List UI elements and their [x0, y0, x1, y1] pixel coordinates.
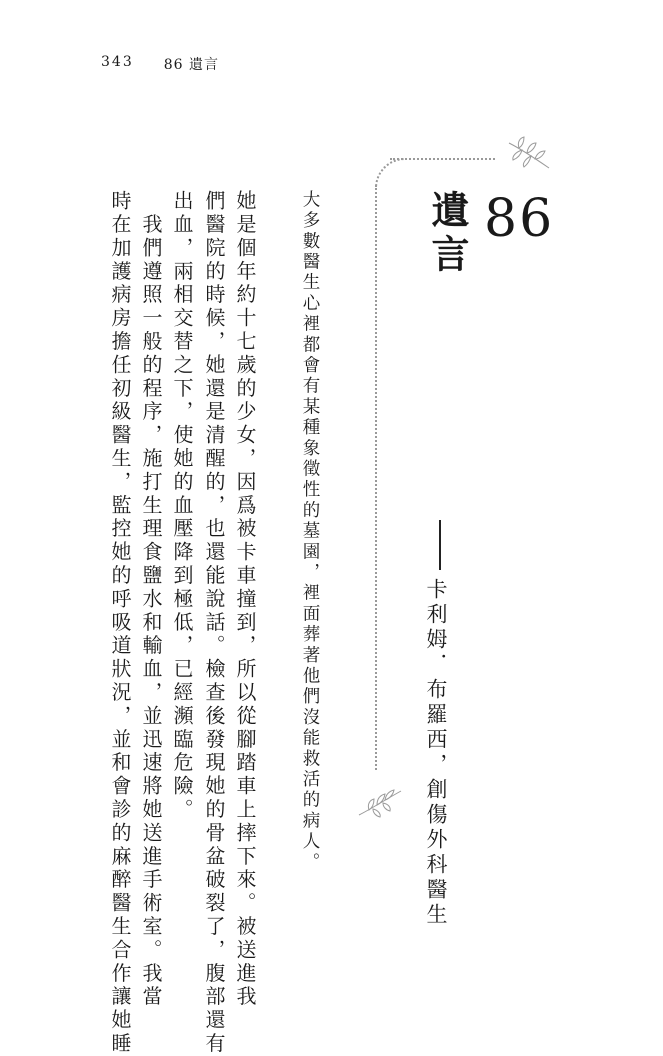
dotted-frame-corner [375, 158, 407, 190]
dotted-frame-top [390, 158, 495, 160]
attribution-rule [439, 520, 441, 570]
running-chapter-title: 86 遺言 [163, 57, 219, 73]
leaf-sprig-icon [357, 785, 403, 819]
body-line: 時在加護病房擔任初級醫生，監控她的呼吸道狀況，並和會診的麻醉醫生合作讓她睡 [108, 190, 132, 1056]
chapter-title: 遺言 [425, 190, 470, 278]
page-number: 343 [101, 54, 134, 70]
leaf-sprig-icon [505, 135, 553, 173]
epigraph: 大多數醫生心裡都會有某種象徵性的墓園，裡面葬著他們沒能救活的病人。 [300, 190, 320, 874]
body-line: 出血，兩相交替之下，使她的血壓降到極低，已經瀕臨危險。 [170, 190, 194, 822]
body-line: 她是個年約十七歲的少女，因爲被卡車撞到，所以從腳踏車上摔下來。被送進我 [233, 190, 257, 1009]
chapter-number: 86 [484, 189, 555, 249]
running-header [101, 54, 219, 74]
epigraph-attribution: 卡利姆．布羅西，創傷外科醫生 [424, 578, 448, 928]
body-line: 們醫院的時候，她還是清醒的，也還能說話。檢查後發現她的骨盆破裂了，腹部還有 [202, 190, 226, 1056]
body-line: 我們遵照一般的程序，施打生理食鹽水和輸血，並迅速將她送進手術室。我當 [139, 190, 163, 1009]
dotted-frame-left [375, 185, 377, 770]
